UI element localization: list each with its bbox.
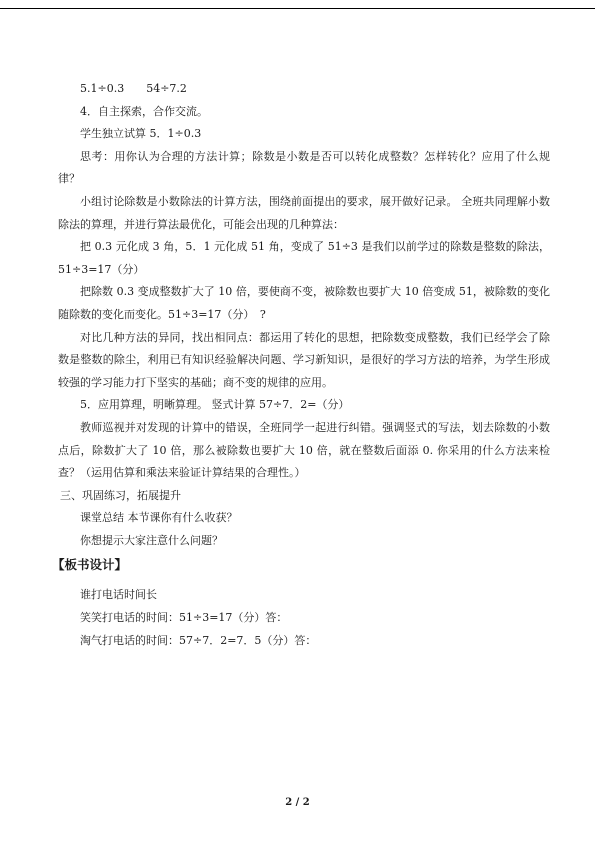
problem-expressions: 5.1÷0.3 54÷7.2: [80, 82, 187, 95]
method-two: 把除数 0.3 变成整数扩大了 10 倍，要使商不变，被除数也要扩大 10 倍变成 51，被除数的变化随除数的变化而变化。51÷3=17（分） ?: [58, 285, 550, 321]
step-4-heading: 4．自主探索，合作交流。: [80, 104, 208, 118]
think-question: 思考：用你认为合理的方法计算；除数是小数是否可以转化成整数？怎样转化？应用了什么规律？: [58, 149, 550, 186]
board-design-heading: 【板书设计】: [52, 557, 128, 573]
board-line-taoqi: 淘气打电话的时间：57÷7．2=7．5（分）答：: [80, 633, 317, 647]
header-rule: [0, 8, 595, 9]
page-number: 2 / 2: [285, 797, 310, 808]
student-trial: 学生独立试算 5．1÷0.3: [80, 127, 202, 141]
reminder-question: 你想提示大家注意什么问题？: [80, 533, 223, 547]
group-discussion: 小组讨论除数是小数除法的计算方法，围绕前面提出的要求，展开做好记录。 全班共同理解小数除法的算理，并进行算法最优化，可能会出现的几种算法：: [58, 194, 550, 231]
step-5-heading: 5．应用算理，明晰算理。 竖式计算 57÷7．2=（分）: [80, 398, 350, 412]
document-body: [52, 78, 550, 652]
teacher-check: 教师巡视并对发现的计算中的错误，全班同学一起进行纠错。强调竖式的写法，划去除数的小数点后，除数扩大了 10 倍，那么被除数也要扩大 10 倍，就在整数后面添 0. 你采用的什么方法来检查？（运用估算和乘法来验证计算结果的合理性。）: [58, 420, 550, 480]
method-comparison: 对比几种方法的异同，找出相同点：都运用了转化的思想，把除数变成整数，我们已经学会了除数是整数的除尘，利用已有知识经验解决问题、学习新知识，是很好的学习方法的培养，为学生形成较强的学习能力打下坚实的基础；商不变的规律的应用。: [58, 330, 550, 389]
board-title: 谁打电话时间长: [80, 588, 157, 602]
class-summary: 课堂总结 本节课你有什么收获？: [80, 511, 238, 525]
method-one: 把 0.3 元化成 3 角，5．1 元化成 51 角，变成了 51÷3 是我们以前学过的除数是整数的除法，51÷3=17（分）: [58, 240, 550, 276]
board-line-xiaoxiao: 笑笑打电话的时间：51÷3=17（分）答：: [80, 611, 288, 625]
section-3-heading: 三、巩固练习，拓展提升: [60, 488, 181, 502]
